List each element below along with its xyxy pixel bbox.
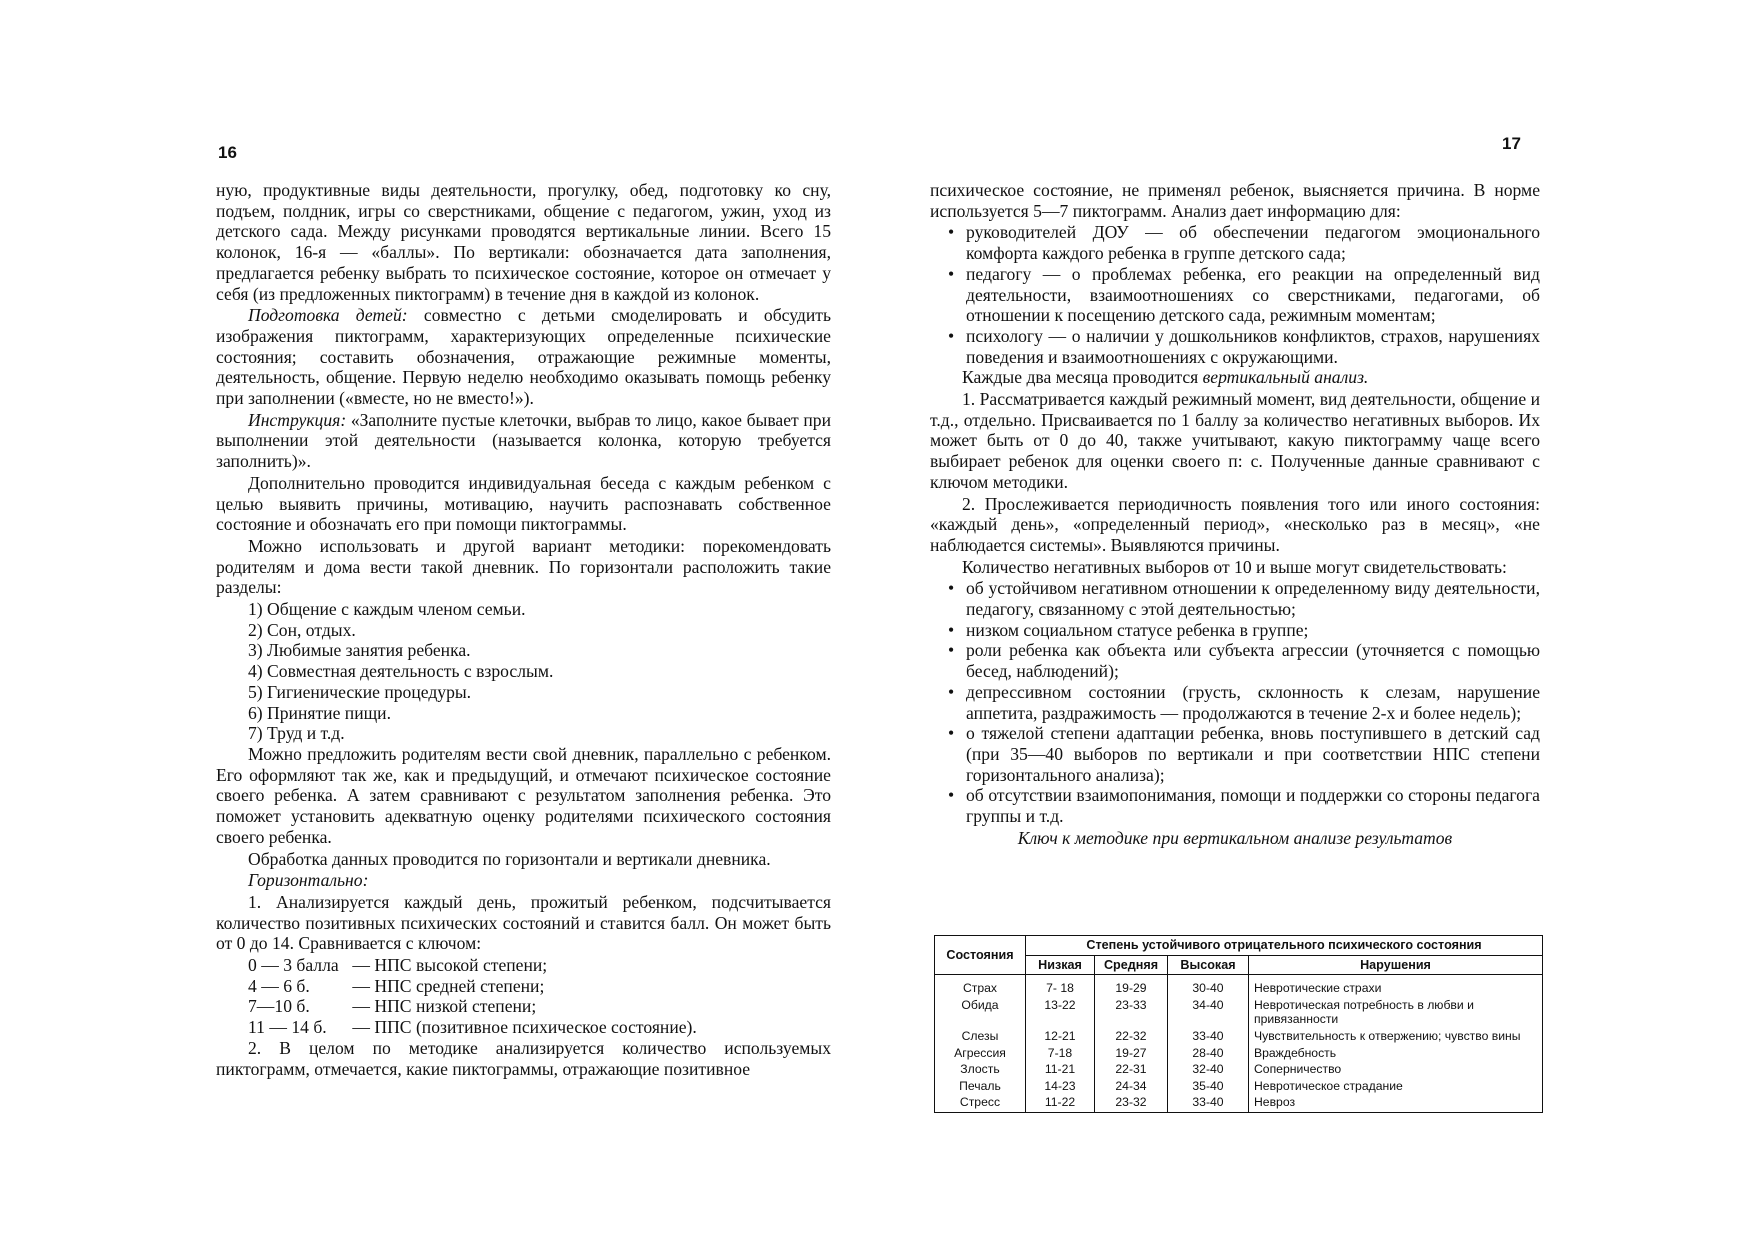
cell-low: 13-22	[1026, 998, 1095, 1029]
cell-violation: Чувствительность к отвержению; чувство вины	[1249, 1029, 1543, 1046]
cell-state: Злость	[935, 1062, 1026, 1079]
paragraph: Дополнительно проводится индивидуальная беседа с каждым ребенком с целью выявить причины, мотивацию, научить распознавать собственное состояние и обозначать его при помощи пиктограммы.	[216, 472, 831, 535]
cell-violation: Враждебность	[1249, 1046, 1543, 1063]
italic-label: Инструкция:	[248, 409, 347, 430]
scale-range: 0 — 3 балла	[248, 955, 339, 976]
key-table	[934, 935, 1543, 1113]
cell-mid: 23-33	[1095, 998, 1168, 1029]
list-item: • роли ребенка как объекта или субъекта агрессии (уточняется с помощью бесед, наблюдений);	[966, 640, 1540, 681]
bullet-list	[930, 222, 1540, 367]
paragraph	[930, 367, 1540, 388]
scale-row	[248, 976, 831, 997]
cell-violation: Соперничество	[1249, 1062, 1543, 1079]
cell-high: 34-40	[1168, 998, 1249, 1029]
cell-mid: 19-27	[1095, 1046, 1168, 1063]
left-text-column	[216, 180, 831, 1080]
table-row	[935, 1029, 1543, 1046]
table-row	[935, 1062, 1543, 1079]
cell-low: 11-22	[1026, 1095, 1095, 1112]
list-item: • о тяжелой степени адаптации ребенка, вновь поступившего в детский сад (при 35—40 выборов по вертикали и при соответствии НПС степени горизонтального анализа);	[966, 723, 1540, 785]
table-caption: Ключ к методике при вертикальном анализе результатов	[1017, 827, 1453, 848]
scale-range: 7—10 б.	[248, 996, 310, 1017]
list-item: 7) Труд и т.д.	[248, 723, 345, 744]
list-item: • об отсутствии взаимопонимания, помощи и поддержки со стороны педагога группы и т.д.	[966, 785, 1540, 826]
paragraph	[216, 410, 831, 472]
paragraph: Количество негативных выборов от 10 и выше могут свидетельствовать:	[962, 556, 1507, 577]
header-violations: Нарушения	[1249, 955, 1543, 975]
scale-range: 4 — 6 б.	[248, 975, 310, 996]
list-item: 4) Совместная деятельность с взрослым.	[248, 661, 554, 682]
paragraph: ную, продуктивные виды деятельности, прогулку, обед, подготовку ко сну, подъем, полдник, игры со сверстниками, общение с педагогом, ужин, уход из детского сада. Между рисунками проводятся вертикальные линии. Всего 15 колонок, 16-я — «баллы». По вертикали: обозначается дата заполнения, предлагается ребенку выбрать то психическое состояние, которое он отмечает у себя (из предложенных пиктограмм) в течение дня в каждой из колонок.	[216, 180, 831, 304]
list-item: 1) Общение с каждым членом семьи.	[248, 599, 526, 620]
cell-state: Стресс	[935, 1095, 1026, 1112]
table-row	[935, 1095, 1543, 1112]
cell-violation: Невроз	[1249, 1095, 1543, 1112]
list-item: 6) Принятие пищи.	[248, 702, 391, 723]
list-item: • низком социальном статусе ребенка в группе;	[966, 620, 1540, 641]
paragraph: психическое состояние, не применял ребенок, выясняется причина. В норме используется 5—7 пиктограмм. Анализ дает информацию для:	[930, 180, 1540, 221]
cell-mid: 24-34	[1095, 1079, 1168, 1096]
list-item: 3) Любимые занятия ребенка.	[248, 640, 471, 661]
cell-high: 33-40	[1168, 1029, 1249, 1046]
cell-violation: Невротическая потребность в любви и привязанности	[1249, 998, 1543, 1029]
subheading: Горизонтально:	[248, 870, 369, 891]
list-item: • руководителей ДОУ — об обеспечении педагогом эмоционального комфорта каждого ребенка в группе детского сада;	[966, 222, 1540, 263]
list-item: • психологу — о наличии у дошкольников конфликтов, страхов, нарушениях поведения и взаимоотношениях с окружающими.	[966, 326, 1540, 367]
list-item: • депрессивном состоянии (грусть, склонность к слезам, нарушение аппетита, раздражимость — продолжаются в течение 2-х и более недель);	[966, 682, 1540, 723]
cell-state: Агрессия	[935, 1046, 1026, 1063]
header-mid: Средняя	[1095, 955, 1168, 975]
paragraph: Можно использовать и другой вариант методики: порекомендовать родителям и дома вести такой дневник. По горизонтали расположить такие разделы:	[216, 535, 831, 598]
paragraph-text: «Заполните пустые клеточки, выбрав то лицо, какое бывает при выполнении этой деятельности (называется колонка, которую требуется заполнить)».	[216, 409, 831, 472]
scale-meaning: — ППС (позитивное психическое состояние).	[352, 1017, 697, 1038]
paragraph: 1. Анализируется каждый день, прожитый ребенком, подсчитывается количество позитивных психических состояний и ставится балл. Он может быть от 0 до 14. Сравнивается с ключом:	[216, 891, 831, 954]
table-row	[935, 1079, 1543, 1096]
cell-state: Слезы	[935, 1029, 1026, 1046]
scale-row	[248, 955, 831, 976]
list-item: 2) Сон, отдых.	[248, 619, 356, 640]
scale-row	[248, 996, 831, 1017]
header-low: Низкая	[1026, 955, 1095, 975]
cell-high: 32-40	[1168, 1062, 1249, 1079]
cell-high: 35-40	[1168, 1079, 1249, 1096]
table-row	[935, 998, 1543, 1029]
cell-high: 33-40	[1168, 1095, 1249, 1112]
right-text-column	[930, 180, 1540, 849]
header-states: Состояния	[935, 936, 1026, 975]
bullet-list	[930, 578, 1540, 826]
scale-meaning: — НПС низкой степени;	[352, 996, 537, 1017]
cell-low: 7- 18	[1026, 979, 1095, 998]
page-number: 17	[1502, 134, 1521, 153]
paragraph-text: совместно с детьми смоделировать и обсудить изображения пиктограмм, характеризующих определенные психические состояния; составить обозначения, отражающие режимные моменты, деятельность, общение. Первую неделю необходимо оказывать помощь ребенку при заполнении («вместе, но не вместо!»).	[216, 305, 831, 409]
paragraph-text: Каждые два месяца проводится	[962, 367, 1203, 388]
scale-range: 11 — 14 б.	[248, 1017, 327, 1038]
page-number: 16	[218, 143, 237, 162]
cell-high: 30-40	[1168, 979, 1249, 998]
header-high: Высокая	[1168, 955, 1249, 975]
cell-low: 11-21	[1026, 1062, 1095, 1079]
cell-mid: 23-32	[1095, 1095, 1168, 1112]
cell-low: 7-18	[1026, 1046, 1095, 1063]
cell-mid: 22-32	[1095, 1029, 1168, 1046]
cell-high: 28-40	[1168, 1046, 1249, 1063]
list-item: • об устойчивом негативном отношении к определенному виду деятельности, педагогу, связанному с этой деятельностью;	[966, 578, 1540, 619]
cell-low: 12-21	[1026, 1029, 1095, 1046]
cell-state: Страх	[935, 979, 1026, 998]
table-row	[935, 1046, 1543, 1063]
paragraph: 2. В целом по методике анализируется количество используемых пиктограмм, отмечается, какие пиктограммы, отражающие позитивное	[216, 1037, 831, 1079]
cell-violation: Невротическое страдание	[1249, 1079, 1543, 1096]
cell-mid: 19-29	[1095, 979, 1168, 998]
paragraph: 2. Прослеживается периодичность появления того или иного состояния: «каждый день», «определенный период», «несколько раз в месяц», «не наблюдается системы». Выявляются причины.	[930, 493, 1540, 555]
paragraph: 1. Рассматривается каждый режимный момент, вид деятельности, общение и т.д., отдельно. Присваивается по 1 баллу за количество негативных выборов. Их может быть от 0 до 40, также учитывают, какую пиктограмму чаще всего выбирает ребенок для оценки своего п: с. Полученные данные сравнивают с ключом методики.	[930, 389, 1540, 492]
list-item: • педагогу — о проблемах ребенка, его реакции на определенный вид деятельности, взаимоотношениях со сверстниками, педагогами, об отношении к посещению детского сада, режимным моментам;	[966, 264, 1540, 326]
scale-meaning: — НПС средней степени;	[352, 975, 545, 996]
header-group: Степень устойчивого отрицательного психического состояния	[1026, 936, 1543, 956]
paragraph: Можно предложить родителям вести свой дневник, параллельно с ребенком. Его оформляют так же, как и предыдущий, и отмечают психическое состояние своего ребенка. А затем сравнивают с результатом заполнения ребенка. Это поможет установить адекватную оценку родителями психического состояния своего ребенка.	[216, 743, 831, 847]
score-scale	[216, 955, 831, 1038]
cell-state: Печаль	[935, 1079, 1026, 1096]
paragraph: Обработка данных проводится по горизонтали и вертикали дневника.	[248, 848, 771, 869]
right-page	[877, 0, 1754, 1240]
scale-row	[248, 1017, 831, 1038]
cell-violation: Невротические страхи	[1249, 979, 1543, 998]
sections-list	[216, 599, 831, 744]
cell-state: Обида	[935, 998, 1026, 1029]
paragraph	[216, 305, 831, 409]
table-row	[935, 979, 1543, 998]
cell-low: 14-23	[1026, 1079, 1095, 1096]
italic-term: вертикальный анализ.	[1202, 367, 1369, 388]
scale-meaning: — НПС высокой степени;	[352, 955, 548, 976]
italic-label: Подготовка детей:	[248, 305, 408, 326]
cell-mid: 22-31	[1095, 1062, 1168, 1079]
list-item: 5) Гигиенические процедуры.	[248, 681, 472, 702]
